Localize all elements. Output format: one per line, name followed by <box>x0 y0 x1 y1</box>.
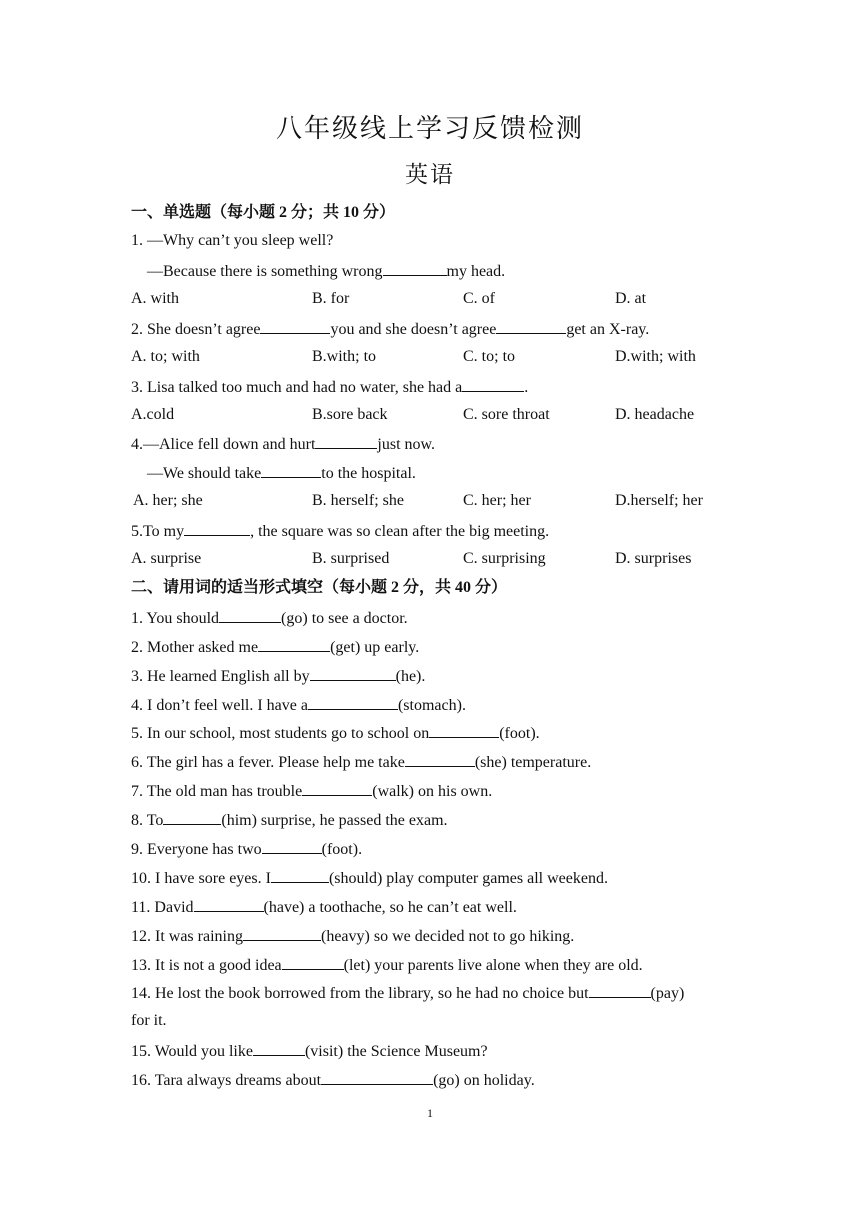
fill-item <box>131 722 540 744</box>
fill-item <box>131 838 362 860</box>
fill-item <box>131 1040 488 1062</box>
q4-text-d: to the hospital. <box>321 465 416 482</box>
fill-item <box>131 665 425 687</box>
blank <box>243 925 321 941</box>
blank <box>496 318 566 334</box>
q2-line <box>131 318 649 340</box>
fill-item <box>131 751 591 773</box>
fill-text-a: 12. It was raining <box>131 928 243 945</box>
blank <box>262 838 322 854</box>
q5-line <box>131 520 549 542</box>
fill-text-a: 6. The girl has a fever. Please help me take <box>131 754 405 771</box>
q2-option-c: C. to; to <box>463 348 516 365</box>
blank <box>184 520 250 536</box>
section2-heading: 二、请用词的适当形式填空（每小题 2 分，共 40 分） <box>131 579 508 596</box>
fill-item <box>131 780 492 802</box>
q3-text-a: 3. Lisa talked too much and had no water, she had a <box>131 379 463 396</box>
fill-text-b: (he). <box>395 668 426 685</box>
fill-text-a: 13. It is not a good idea <box>131 957 282 974</box>
q1-line1: 1. —Why can’t you sleep well? <box>131 232 334 249</box>
q4-text-a: 4.—Alice fell down and hurt <box>131 436 316 453</box>
fill-text-b: (foot). <box>321 841 363 858</box>
q2-option-a: A. to; with <box>131 348 200 365</box>
fill-text-a: 15. Would you like <box>131 1043 253 1060</box>
q3-option-a: A.cold <box>131 406 175 423</box>
fill-item <box>131 694 466 716</box>
q5-option-c: C. surprising <box>463 550 546 567</box>
q1-line2 <box>147 260 505 282</box>
q3-option-d: D. headache <box>615 406 695 423</box>
fill-item <box>131 809 448 831</box>
q2-text-b: you and she doesn’t agree <box>330 321 497 338</box>
blank <box>462 376 524 392</box>
fill-text-b: (foot). <box>499 725 540 742</box>
fill-text-b: (stomach). <box>397 697 466 714</box>
fill-text-b: (go) to see a doctor. <box>281 610 408 627</box>
blank <box>271 867 329 883</box>
blank <box>429 722 499 738</box>
fill-text-a: 3. He learned English all by <box>131 668 310 685</box>
q1-option-d: D. at <box>615 290 647 307</box>
q5-text-a: 5.To my <box>131 523 185 540</box>
fill-item <box>131 636 419 658</box>
q2-text-a: 2. She doesn’t agree <box>131 321 261 338</box>
fill-item <box>131 1069 535 1091</box>
fill-text-a: 4. I don’t feel well. I have a <box>131 697 308 714</box>
q1-option-a: A. with <box>131 290 179 307</box>
blank <box>258 636 330 652</box>
fill-text-a: 8. To <box>131 812 164 829</box>
fill-item <box>131 867 608 889</box>
fill-item <box>131 607 408 629</box>
fill-text-b: (should) play computer games all weekend. <box>328 870 608 887</box>
q2-text-c: get an X-ray. <box>566 321 650 338</box>
blank <box>589 982 651 998</box>
q3-option-b: B.sore back <box>312 406 388 423</box>
q5-option-a: A. surprise <box>131 550 202 567</box>
fill-text-a: 5. In our school, most students go to school on <box>131 725 430 742</box>
section1-heading: 一、单选题（每小题 2 分；共 10 分） <box>131 204 396 221</box>
blank <box>321 1069 433 1085</box>
fill-text-b: (visit) the Science Museum? <box>304 1043 488 1060</box>
fill-text-b: (him) surprise, he passed the exam. <box>221 812 448 829</box>
fill-text-a: 14. He lost the book borrowed from the library, so he had no choice but <box>131 985 589 1002</box>
fill-text-b: (let) your parents live alone when they are old. <box>343 957 643 974</box>
blank <box>302 780 372 796</box>
blank <box>282 954 344 970</box>
q4-option-c: C. her; her <box>463 492 531 509</box>
q5-text-b: , the square was so clean after the big meeting. <box>250 523 550 540</box>
fill-text-a: 16. Tara always dreams about <box>131 1072 322 1089</box>
fill-text-b: (go) on holiday. <box>433 1072 535 1089</box>
q1-option-c: C. of <box>463 290 495 307</box>
fill-text-a: 9. Everyone has two <box>131 841 262 858</box>
fill-text-a: 11. David <box>131 899 194 916</box>
fill-item <box>131 982 684 1004</box>
q4-line2 <box>147 462 416 484</box>
fill-text-b: (she) temperature. <box>474 754 592 771</box>
blank <box>219 607 281 623</box>
q5-option-b: B. surprised <box>312 550 390 567</box>
fill-text-a: 7. The old man has trouble <box>131 783 303 800</box>
q1-text-a: —Because there is something wrong <box>147 263 383 280</box>
blank <box>194 896 264 912</box>
q1-text-b: my head. <box>446 263 506 280</box>
q4-text-b: just now. <box>377 436 436 453</box>
q4-option-d: D.herself; her <box>615 492 703 509</box>
q2-option-d: D.with; with <box>615 348 696 365</box>
fill-text-b: (get) up early. <box>330 639 420 656</box>
q4-text-c: —We should take <box>147 465 262 482</box>
blank <box>163 809 221 825</box>
fill-item <box>131 896 517 918</box>
fill-text-b: (heavy) so we decided not to go hiking. <box>320 928 575 945</box>
exam-subject: 英语 <box>405 162 455 187</box>
blank <box>261 462 321 478</box>
blank <box>315 433 377 449</box>
blank <box>383 260 447 276</box>
fill-text-a: 1. You should <box>131 610 220 627</box>
q5-option-d: D. surprises <box>615 550 692 567</box>
fill-text-b: (have) a toothache, so he can’t eat well. <box>263 899 517 916</box>
q4-option-b: B. herself; she <box>312 492 404 509</box>
fill-text-a: 2. Mother asked me <box>131 639 259 656</box>
q4-option-a: A. her; she <box>133 492 203 509</box>
fill-item <box>131 954 643 976</box>
blank <box>260 318 330 334</box>
fill-item <box>131 925 574 947</box>
q3-text-b: . <box>524 379 529 396</box>
q3-option-c: C. sore throat <box>463 406 550 423</box>
q1-option-b: B. for <box>312 290 350 307</box>
blank <box>405 751 475 767</box>
q2-option-b: B.with; to <box>312 348 377 365</box>
page-number: 1 <box>427 1106 433 1120</box>
fill-text-b: (pay) <box>650 985 685 1002</box>
fill-item-continuation: for it. <box>131 1012 167 1029</box>
fill-text-a: 10. I have sore eyes. I <box>131 870 271 887</box>
fill-text-b: (walk) on his own. <box>372 783 493 800</box>
exam-title: 八年级线上学习反馈检测 <box>275 114 584 143</box>
blank <box>308 694 398 710</box>
blank <box>253 1040 305 1056</box>
q4-line1 <box>131 433 435 455</box>
q3-line <box>131 376 528 398</box>
blank <box>310 665 396 681</box>
